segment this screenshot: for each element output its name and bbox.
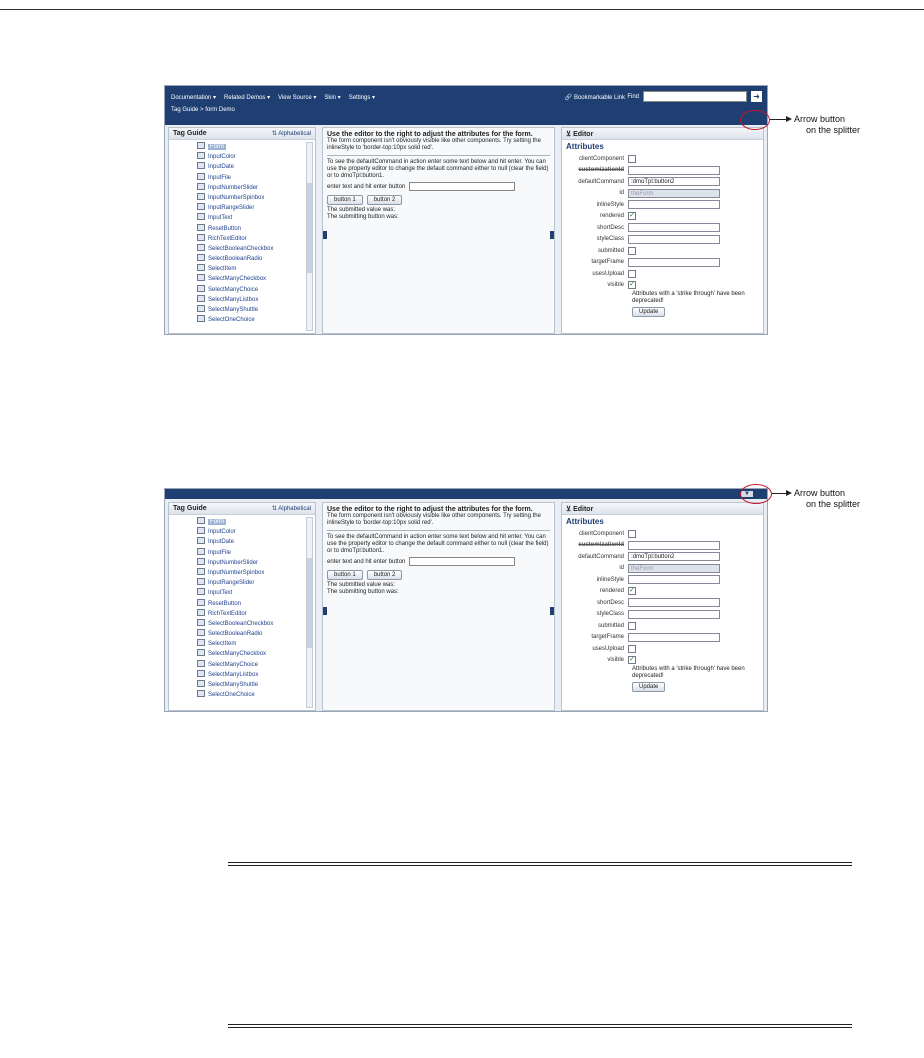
scroll-thumb[interactable] [307,183,312,273]
callout-line1: Arrow button [794,114,846,124]
tag-item[interactable] [197,660,315,670]
tag-item-label: SelectManyChoice [208,286,259,293]
tag-item[interactable] [197,213,315,223]
tag-item-label: Form [210,519,224,525]
callout-line2: on the splitter [805,125,860,135]
tag-item-label: SelectBooleanCheckbox [208,620,274,627]
button-1[interactable]: button 1 [327,570,363,580]
tag-list-scrollbar[interactable] [306,517,313,708]
tag-item-label: SelectManyCheckbox [208,276,267,283]
tag-item-label: InputNumberSpinbox [208,194,265,201]
attribute-label: inlineStyle [596,576,624,583]
attribute-row [562,268,763,280]
tag-item-label: ResetButton [208,600,242,607]
bookmark-label: Bookmarkable Link [573,95,625,101]
arrow-right-icon [786,490,792,496]
attribute-row [562,655,763,667]
tag-item[interactable] [197,244,315,254]
attribute-field[interactable] [628,598,720,607]
attribute-label: id [619,190,624,197]
component-icon [197,183,205,190]
tag-guide-pane [168,127,316,334]
tag-item[interactable] [197,568,315,578]
tag-item[interactable] [197,315,315,325]
button-1[interactable]: button 1 [327,195,363,205]
component-icon [197,213,205,220]
attribute-label: shortDesc [596,224,624,231]
attribute-row [562,620,763,632]
tag-item-label: InputFile [208,549,232,556]
attribute-field[interactable] [628,541,720,550]
tag-guide-pane [168,502,316,711]
demo-heading: Use the editor to the right to adjust the attributes for the form. [327,506,533,513]
editor-title: Editor [573,506,594,513]
component-icon [197,142,205,149]
header-rule [0,9,924,10]
tag-item[interactable] [197,264,315,274]
attribute-label: inlineStyle [596,201,624,208]
tag-item[interactable] [197,588,315,598]
attribute-label: submitted [597,622,624,629]
screenshot-collapsed [164,488,768,712]
attribute-row [562,632,763,644]
button-2[interactable]: button 2 [367,195,403,205]
attribute-label: id [619,565,624,572]
tag-item-label: InputNumberSpinbox [208,569,265,576]
component-icon [197,548,205,555]
tag-item[interactable] [197,305,315,315]
component-icon [197,680,205,687]
attribute-label: targetFrame [591,259,624,266]
chevron-down-icon[interactable]: ▼ [741,491,753,497]
menu-view-source[interactable]: View Source ▾ [278,95,317,101]
tag-item[interactable] [197,578,315,588]
tag-item[interactable] [197,274,315,284]
tag-item-label: ResetButton [208,225,242,232]
component-icon [197,690,205,697]
attribute-label: styleClass [596,611,624,618]
menu-documentation[interactable]: Documentation ▾ [171,95,217,101]
tag-item[interactable] [197,173,315,183]
component-icon [197,629,205,636]
tag-item[interactable] [197,527,315,537]
tag-item[interactable] [197,295,315,305]
tag-item[interactable] [197,680,315,690]
attribute-row [562,153,763,165]
callout-text [794,488,860,510]
demo-intro: The form component isn't obviously visible like other components. Try setting the inlineStyle to 'border-top:10px solid red'. [327,513,541,526]
tag-item-label: SelectManyListbox [208,296,259,303]
component-icon [197,599,205,606]
attribute-field: theForm [628,564,720,573]
bookmark-link[interactable] [565,94,625,101]
attribute-row [562,245,763,257]
attribute-row [562,234,763,246]
attribute-field[interactable]: :dmoTpl:button2 [628,552,720,561]
attribute-field[interactable] [628,166,720,175]
deprecation-note: Attributes with a 'strike through' have been deprecated! [632,666,745,679]
component-icon [197,558,205,565]
callout-line2: on the splitter [805,499,860,509]
attribute-label: defaultCommand [578,553,624,560]
attribute-checkbox[interactable] [628,270,636,278]
attribute-row [562,563,763,575]
editor-title: Editor [573,131,594,138]
arrow-right-icon [786,116,792,122]
attribute-list [562,153,763,291]
component-icon [197,203,205,210]
tag-item-label: SelectManyCheckbox [208,651,267,658]
tag-item[interactable] [197,649,315,659]
attribute-row [562,222,763,234]
tag-guide-title: Tag Guide [173,505,207,512]
component-icon [197,568,205,575]
tag-item[interactable] [197,203,315,213]
attribute-label: visible [607,657,624,664]
disclosure-icon: ⊻ [566,506,572,513]
component-icon [197,649,205,656]
tag-item-label: InputColor [208,529,236,536]
tag-item-label: SelectManyChoice [208,661,259,668]
tag-item[interactable] [197,599,315,609]
tag-item[interactable] [197,234,315,244]
disclosure-icon: ⊻ [566,131,572,138]
tag-item-label: SelectOneChoice [208,317,255,324]
callout-ring [740,484,772,504]
attribute-label: customizationId [578,542,624,549]
attribute-checkbox[interactable]: ✓ [629,656,635,664]
enter-text-label: enter text and hit enter button [327,558,406,565]
attribute-row [562,597,763,609]
tag-item-label: SelectManyShuttle [208,682,259,688]
tag-item-label: SelectBooleanCheckbox [208,245,274,252]
component-icon [197,578,205,585]
tag-item-label: RichTextEditor [208,235,247,242]
component-icon [197,305,205,312]
demo-divider [327,155,550,156]
attribute-row [562,165,763,177]
submitting-button: The submitting button was: [327,214,399,220]
attribute-checkbox[interactable]: ✓ [629,212,635,220]
component-icon [197,254,205,261]
component-icon [197,173,205,180]
attribute-label: customizationId [578,167,624,174]
tag-item[interactable] [197,142,315,152]
tag-item[interactable] [197,254,315,264]
component-icon [197,264,205,271]
tag-item[interactable] [197,629,315,639]
tag-item-label: SelectOneChoice [208,692,255,699]
tag-item[interactable] [197,537,315,547]
enter-text-input[interactable] [409,182,515,191]
attribute-field: theForm [628,189,720,198]
attribute-row [562,176,763,188]
component-icon [197,162,205,169]
attribute-checkbox[interactable] [628,622,636,630]
attribute-label: submitted [597,247,624,254]
tag-item-label: SelectBooleanRadio [208,631,263,638]
tag-item[interactable] [197,183,315,193]
tag-item-label: InputText [208,215,233,222]
attribute-label: rendered [599,588,624,595]
attributes-heading: Attributes [566,517,604,526]
tag-item[interactable] [197,670,315,680]
tag-item[interactable] [197,558,315,568]
attribute-field[interactable] [628,223,720,232]
tag-item-label: InputNumberSlider [208,184,259,191]
demo-pane [322,502,555,711]
submitted-value: The submitted value was: [327,207,396,213]
tag-item-label: InputText [208,590,233,597]
tag-item-label: SelectItem [208,641,237,648]
menu-bar [171,94,375,101]
attribute-row [562,574,763,586]
tag-list [169,515,315,700]
component-icon [197,152,205,159]
demo-instructions: To see the defaultCommand in action enter some text below and hit enter. You can use the property editor to change the default command either to null (clear the field) or to dmoTpl:button1. [327,534,549,554]
attribute-row [562,528,763,540]
component-icon [197,537,205,544]
attribute-field[interactable] [628,200,720,209]
editor-header[interactable] [562,128,763,140]
attribute-label: clientComponent [578,155,624,162]
note-bottom-rule [228,1024,852,1028]
component-icon [197,315,205,322]
attribute-label: styleClass [596,236,624,243]
tag-item-label: SelectManyShuttle [208,307,259,313]
tag-item-label: SelectItem [208,266,237,273]
demo-instructions: To see the defaultCommand in action enter some text below and hit enter. You can use the property editor to change the default command either to null (clear the field) or to dmoTpl:button1. [327,159,549,179]
link-icon: 🔗 [564,95,573,101]
attribute-field[interactable] [628,610,720,619]
tag-item-label: InputFile [208,174,232,181]
tag-item-label: InputRangeSlider [208,205,255,212]
attribute-row [562,280,763,292]
attribute-label: usesUpload [592,270,624,277]
attribute-row [562,540,763,552]
component-icon [197,285,205,292]
attribute-label: usesUpload [592,645,624,652]
attribute-row [562,643,763,655]
component-icon [197,295,205,302]
note-top-rule [228,862,852,866]
attribute-field[interactable]: :dmoTpl:button2 [628,177,720,186]
menu-settings[interactable]: Settings ▾ [348,95,376,101]
tag-item[interactable] [197,619,315,629]
deprecation-note: Attributes with a 'strike through' have been deprecated! [632,291,745,304]
arrow-right-icon[interactable]: ➜ [751,91,762,102]
attribute-row [562,551,763,563]
screenshot-expanded [164,85,768,335]
attributes-heading: Attributes [566,142,604,151]
component-icon [197,193,205,200]
attribute-row [562,586,763,598]
tag-list-scrollbar[interactable] [306,142,313,331]
attribute-checkbox[interactable] [628,645,636,653]
tag-item[interactable] [197,162,315,172]
callout-line1: Arrow button [794,488,846,498]
attribute-row [562,609,763,621]
attribute-label: clientComponent [578,530,624,537]
tag-item-label: Form [210,144,224,150]
tag-item[interactable] [197,285,315,295]
breadcrumb[interactable]: Tag Guide > form Demo [171,107,235,113]
attribute-label: rendered [599,213,624,220]
editor-pane [561,502,764,711]
scroll-thumb[interactable] [307,558,312,648]
attribute-field[interactable] [628,258,720,267]
tag-list [169,140,315,325]
collapse-right-icon[interactable] [550,607,554,615]
editor-pane [561,127,764,334]
collapse-left-icon[interactable] [323,231,327,239]
button-2[interactable]: button 2 [367,570,403,580]
component-icon [197,660,205,667]
attribute-field[interactable] [628,575,720,584]
attribute-checkbox[interactable]: ✓ [629,587,635,595]
tag-item[interactable] [197,152,315,162]
collapsed-header-band [165,489,767,499]
attribute-checkbox[interactable] [628,247,636,255]
tag-item-label: InputDate [208,164,235,171]
tag-item[interactable] [197,609,315,619]
component-icon [197,609,205,616]
tag-guide-title: Tag Guide [173,130,207,137]
submitting-button: The submitting button was: [327,589,399,595]
component-icon [197,619,205,626]
attribute-field[interactable] [628,235,720,244]
component-icon [197,639,205,646]
sort-icon: ⇅ [271,506,277,512]
component-icon [197,234,205,241]
attribute-row [562,199,763,211]
tag-item-label: InputNumberSlider [208,559,259,566]
top-toolbar [165,86,767,125]
tag-guide-header [169,128,315,140]
alphabetical-link[interactable] [272,130,311,137]
menu-related-demos[interactable]: Related Demos ▾ [224,95,271,101]
attribute-checkbox[interactable]: ✓ [629,281,635,289]
alphabetical-label: Alphabetical [278,131,311,137]
attribute-label: shortDesc [596,599,624,606]
demo-pane [322,127,555,334]
attribute-row [562,211,763,223]
collapse-left-icon[interactable] [323,607,327,615]
tag-item[interactable] [197,690,315,700]
tag-item[interactable] [197,224,315,234]
component-icon [197,588,205,595]
tag-item-label: InputRangeSlider [208,580,255,587]
callout-text [794,114,860,136]
attribute-label: visible [607,282,624,289]
attribute-checkbox[interactable] [628,530,636,538]
tag-item[interactable] [197,517,315,527]
component-icon [197,527,205,534]
attribute-checkbox[interactable] [628,155,636,163]
menu-skin[interactable]: Skin ▾ [324,95,341,101]
enter-text-label: enter text and hit enter button [327,183,406,190]
tag-item-label: InputColor [208,154,236,161]
collapse-right-icon[interactable] [550,231,554,239]
component-icon [197,274,205,281]
enter-text-input[interactable] [409,557,515,566]
demo-divider [327,530,550,531]
find-input[interactable] [643,91,747,102]
sort-icon: ⇅ [271,131,277,137]
update-button[interactable]: Update [632,682,665,692]
component-icon [197,224,205,231]
attribute-label: targetFrame [591,634,624,641]
editor-header[interactable] [562,503,763,515]
update-button[interactable]: Update [632,307,665,317]
tag-item-label: RichTextEditor [208,610,247,617]
tag-guide-header [169,503,315,515]
attribute-field[interactable] [628,633,720,642]
tag-item-label: SelectManyListbox [208,671,259,678]
tag-item-label: InputDate [208,539,235,546]
tag-item-label: SelectBooleanRadio [208,256,263,263]
attribute-label: defaultCommand [578,178,624,185]
find-label: Find [627,94,639,100]
attribute-list [562,528,763,666]
tag-item[interactable] [197,548,315,558]
tag-item[interactable] [197,639,315,649]
alphabetical-link[interactable] [272,505,311,512]
component-icon [197,670,205,677]
component-icon [197,244,205,251]
demo-heading: Use the editor to the right to adjust the attributes for the form. [327,131,533,138]
component-icon [197,517,205,524]
attribute-row [562,257,763,269]
submitted-value: The submitted value was: [327,582,396,588]
tag-item[interactable] [197,193,315,203]
alphabetical-label: Alphabetical [278,506,311,512]
attribute-row [562,188,763,200]
demo-intro: The form component isn't obviously visible like other components. Try setting the inlineStyle to 'border-top:10px solid red'. [327,138,541,151]
callout-ring [740,110,770,130]
